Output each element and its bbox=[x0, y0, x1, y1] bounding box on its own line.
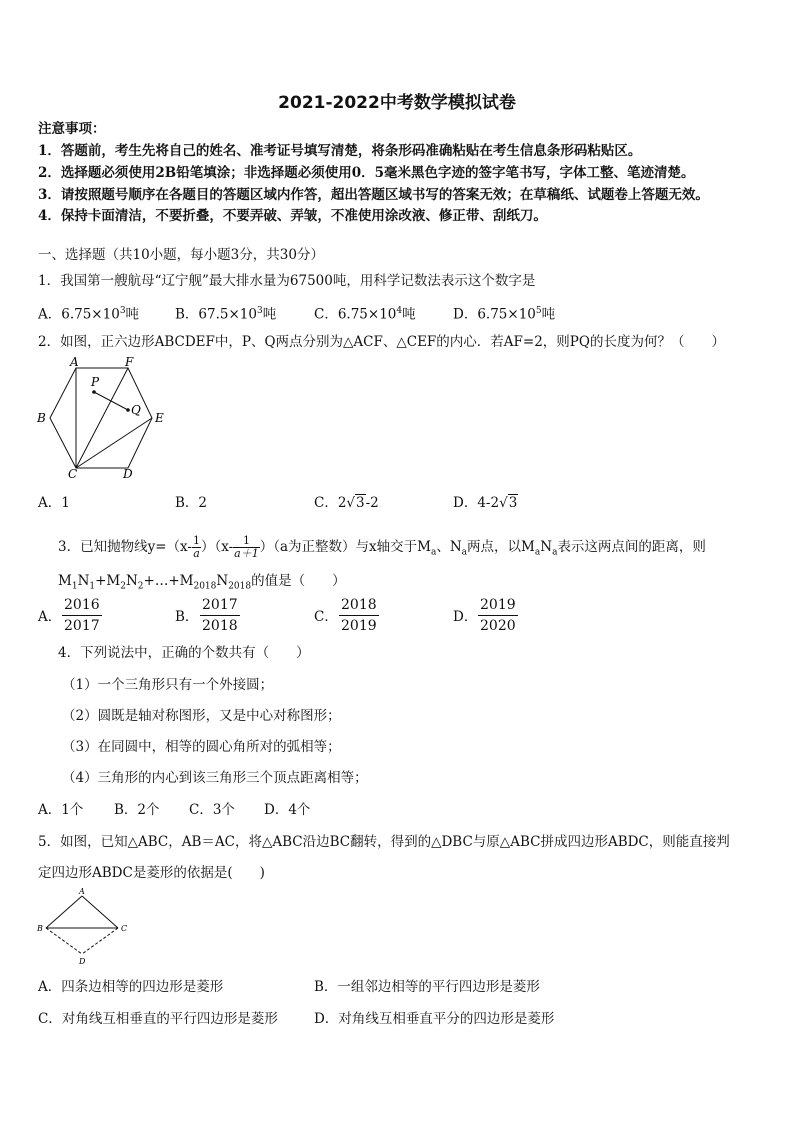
section-heading: 一、选择题（共10小题，每小题3分，共30分） bbox=[38, 247, 324, 263]
notice-item-1: 1．答题前，考生先将自己的姓名、准考证号填写清楚，将条形码准确粘贴在考生信息条形码粘贴区。 bbox=[38, 143, 642, 159]
notice-item-4: 4．保持卡面清洁，不要折叠，不要弄破、弄皱，不准使用涂改液、修正带、刮纸刀。 bbox=[38, 208, 547, 224]
q4-item-4: （4）三角形的内心到该三角形三个顶点距离相等； bbox=[62, 770, 368, 786]
q3-stem-line2: $M_1N_1+M_2N_2+\dots+M_{2018}N_{2018}$的值是（ ） bbox=[58, 573, 346, 592]
label-b: B bbox=[37, 411, 46, 425]
q1-option-a: A．$6.75\times 10^3$吨 bbox=[38, 306, 140, 323]
q3-option-a-letter: A． bbox=[38, 609, 62, 625]
q4-item-2: （2）圆既是轴对称图形，又是中心对称图形； bbox=[62, 708, 341, 724]
q3-option-b-frac: $\frac{2017}{2018}$ bbox=[202, 597, 238, 634]
q3-option-b-letter: B． bbox=[175, 609, 199, 625]
q3-option-d-letter: D． bbox=[453, 609, 478, 625]
q4-item-3: （3）在同圆中，相等的圆心角所对的弧相等； bbox=[62, 739, 341, 755]
segment-ac bbox=[82, 896, 118, 928]
point-q bbox=[126, 408, 130, 412]
q2-option-a: A．1 bbox=[38, 495, 70, 511]
notice-item-2: 2．选择题必须使用2B铅笔填涂；非选择题必须使用0．5毫米黑色字迹的签字笔书写，字体工整、笔迹清楚。 bbox=[38, 165, 695, 181]
q5-stem-line1: 5．如图，已知△ABC，AB＝AC，将△ABC沿边BC翻转，得到的△DBC与原△ABC拼成四边形ABDC，则能直接判 bbox=[38, 834, 730, 850]
q4-option-b: B．2个 bbox=[114, 802, 160, 818]
label-q: Q bbox=[131, 403, 141, 417]
label-a: A bbox=[70, 356, 79, 369]
notice-item-3: 3．请按照题号顺序在各题目的答题区域内作答，超出答题区域书写的答案无效；在草稿纸、试题卷上答题无效。 bbox=[38, 187, 709, 203]
q3-option-c-letter: C． bbox=[314, 609, 338, 625]
rhombus-figure bbox=[36, 888, 136, 968]
q5-option-b: B．一组邻边相等的平行四边形是菱形 bbox=[314, 979, 540, 995]
segment-cd bbox=[82, 928, 118, 954]
q1-option-c: C．$6.75\times 10^4$吨 bbox=[314, 306, 416, 323]
label-e: E bbox=[155, 411, 164, 425]
q3-option-d-frac: $\frac{2019}{2020}$ bbox=[480, 597, 516, 634]
q1-stem: 1．我国第一艘航母“辽宁舰”最大排水量为67500吨，用科学记数法表示这个数字是 bbox=[38, 273, 536, 289]
hexagon-figure bbox=[32, 356, 172, 480]
q4-item-1: （1）一个三角形只有一个外接圆； bbox=[62, 677, 274, 693]
segment-cf bbox=[76, 368, 128, 468]
label-d: D bbox=[123, 467, 133, 480]
q1-option-b: B．$67.5\times 10^3$吨 bbox=[175, 306, 277, 323]
label-b: B bbox=[37, 924, 43, 933]
notice-heading: 注意事项： bbox=[38, 121, 106, 137]
segment-bd bbox=[46, 928, 82, 954]
q5-option-a: A．四条边相等的四边形是菱形 bbox=[38, 979, 224, 995]
q3-frac-2: $\frac{1}{a+1}$ bbox=[234, 534, 259, 560]
q4-option-d: D．4个 bbox=[264, 802, 311, 818]
label-d: D bbox=[79, 957, 86, 966]
label-p: P bbox=[91, 375, 100, 389]
q3-option-c-frac: $\frac{2018}{2019}$ bbox=[341, 597, 377, 634]
q4-stem: 4．下列说法中，正确的个数共有（ ） bbox=[58, 645, 310, 661]
q5-option-d: D．对角线互相垂直平分的四边形是菱形 bbox=[314, 1011, 555, 1027]
q3-option-a-frac: $\frac{2016}{2017}$ bbox=[64, 597, 100, 634]
point-p bbox=[92, 390, 96, 394]
q5-stem-line2: 定四边形ABDC是菱形的依据是( ) bbox=[38, 865, 265, 881]
q2-option-b: B．2 bbox=[175, 495, 208, 511]
page-title: 2021-2022中考数学模拟试卷 bbox=[278, 93, 516, 113]
segment-pq bbox=[94, 392, 128, 410]
q2-option-d: D．4-2√3 bbox=[453, 495, 518, 511]
label-c: C bbox=[121, 924, 128, 933]
q4-option-c: C．3个 bbox=[189, 802, 235, 818]
q5-option-c: C．对角线互相垂直的平行四边形是菱形 bbox=[38, 1011, 278, 1027]
hexagon-outline bbox=[50, 368, 152, 468]
label-c: C bbox=[68, 467, 78, 480]
label-a: A bbox=[79, 888, 85, 896]
segment-ab bbox=[46, 896, 82, 928]
q2-option-c: C．2√3-2 bbox=[314, 495, 379, 511]
q2-stem: 2．如图，正六边形ABCDEF中，P、Q两点分别为△ACF、△CEF的内心．若AF=2，则PQ的长度为何？（ ） bbox=[38, 334, 725, 350]
q3-stem: 3．已知抛物线y=（x- $\frac{1}{a}$ ）（x- $\frac{1}{a+1}$ ）（a为正整数）与x轴交于$M_a$、$N_a$两点，以$M_aN_a$表示这两点间的距离，则 bbox=[58, 534, 706, 560]
label-f: F bbox=[125, 356, 134, 369]
q4-option-a: A．1个 bbox=[38, 802, 84, 818]
q3-frac-1: $\frac{1}{a}$ bbox=[192, 534, 200, 560]
segment-ce bbox=[76, 418, 152, 468]
q1-option-d: D．$6.75\times 10^5$吨 bbox=[453, 306, 556, 323]
